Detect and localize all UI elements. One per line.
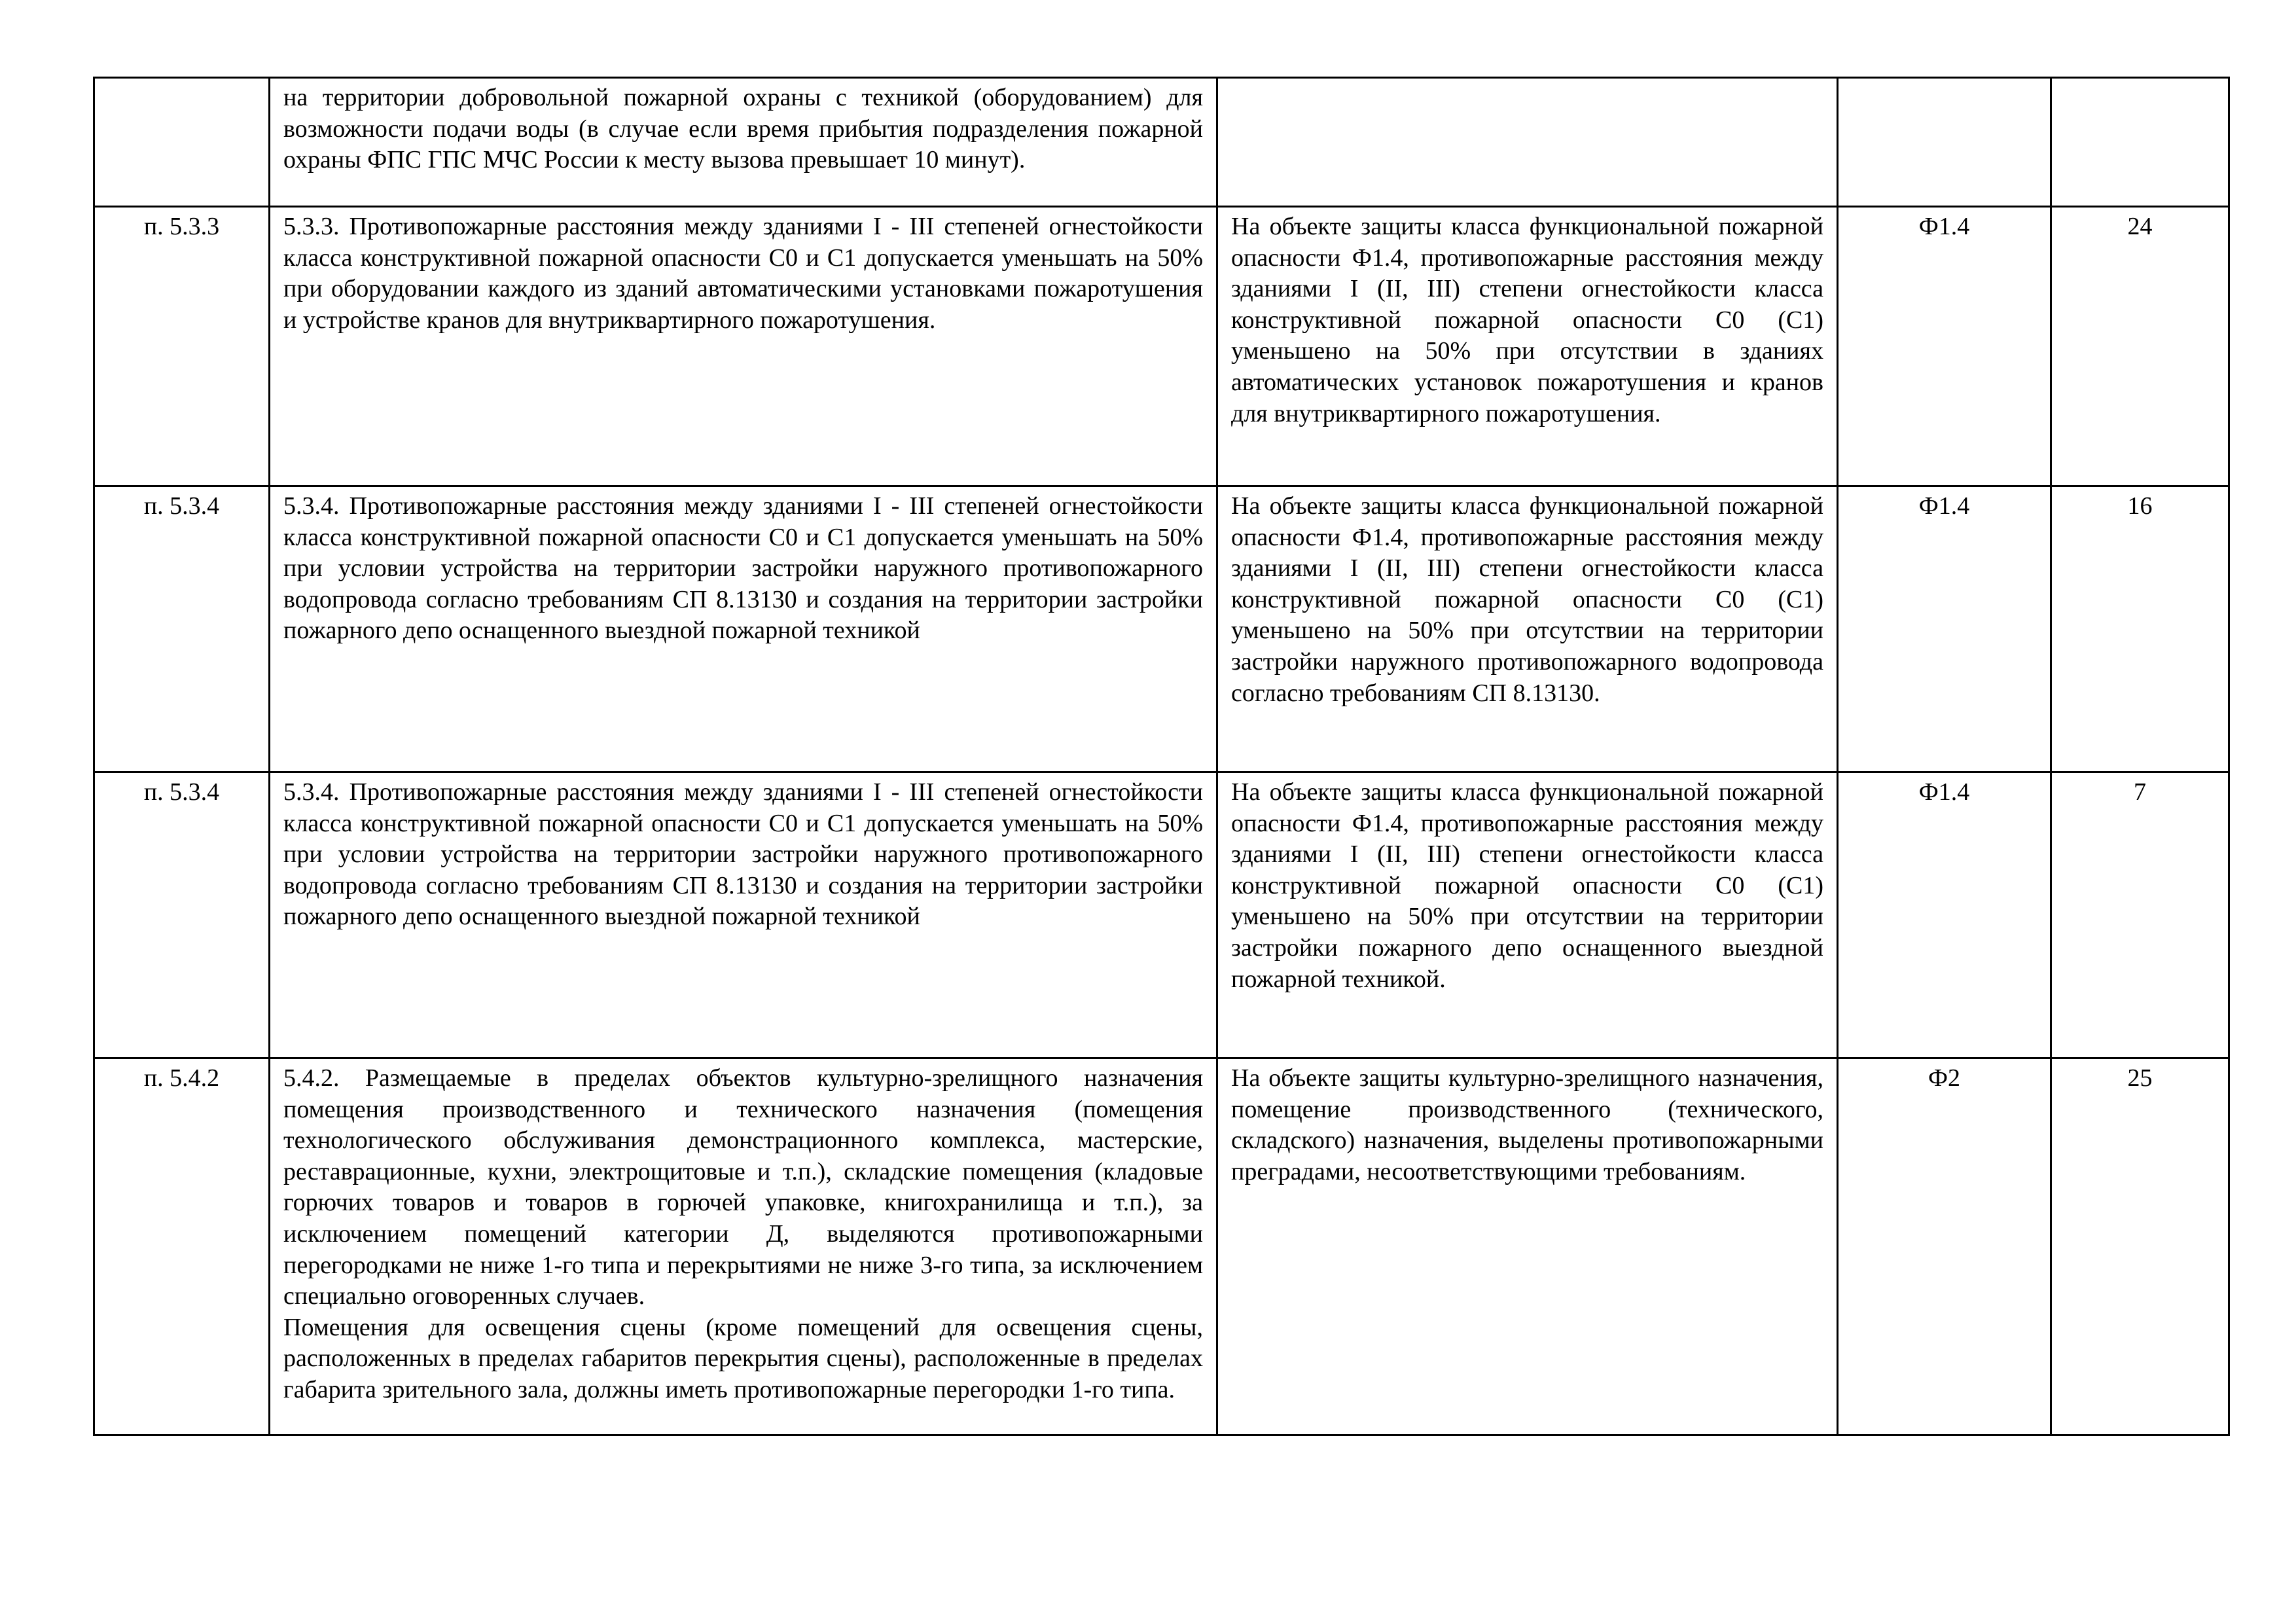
count-cell xyxy=(2051,207,2229,486)
violation-cell xyxy=(1217,78,1838,207)
table-row xyxy=(94,78,2229,207)
class-cell xyxy=(1838,486,2051,772)
class-cell xyxy=(1838,78,2051,207)
norm-ref: п. 5.4.2 xyxy=(143,1064,220,1092)
requirement-text: 5.3.3. Противопожарные расстояния между зданиями I - III степеней огнестойкости класса конструктивной пожарной опасности С0 и С1 допускается уменьшать на 50% при оборудовании каждого из зданий автоматическими установками пожаротушения и устройстве кранов для внутриквартирного пожаротушения. xyxy=(283,213,1203,334)
count-value: 7 xyxy=(2134,778,2146,806)
class-cell xyxy=(1838,1058,2051,1435)
count-value: 24 xyxy=(2127,213,2153,240)
norm-ref: п. 5.3.3 xyxy=(143,213,220,240)
violation-cell xyxy=(1217,772,1838,1058)
requirement-cell xyxy=(270,772,1217,1058)
violation-text: На объекте защиты класса функциональной пожарной опасности Ф1.4, противопожарные расстояния между зданиями I (II, III) степени огнестойкости класса конструктивной пожарной опасности С0 (С1) уменьшено на 50% при отсутствии на территории застройки пожарного депо оснащенного выездной пожарной техникой. xyxy=(1231,778,1823,993)
norm-ref-cell xyxy=(94,772,270,1058)
violation-text: На объекте защиты класса функциональной пожарной опасности Ф1.4, противопожарные расстояния между зданиями I (II, III) степени огнестойкости класса конструктивной пожарной опасности С0 (С1) уменьшено на 50% при отсутствии на территории застройки наружного противопожарного водопровода согласно требованиям СП 8.13130. xyxy=(1231,492,1823,707)
requirement-cell xyxy=(270,78,1217,207)
hazard-class: Ф2 xyxy=(1928,1064,1961,1092)
norm-ref: п. 5.3.4 xyxy=(143,778,220,806)
requirement-text: 5.4.2. Размещаемые в пределах объектов культурно-зрелищного назначения помещения производственного и технического назначения (помещения технологического обслуживания демонстрационного комплекса, мастерские, реставрационные, кухни, электрощитовые и т.п.), складские помещения (кладовые горючих товаров и товаров в горючей упаковке, книгохранилища и т.п.), за исключением помещений категории Д, выделяются противопожарными перегородками не ниже 1-го типа и перекрытиями не ниже 3-го типа, за исключением специально оговоренных случаев. xyxy=(283,1064,1203,1310)
class-cell xyxy=(1838,772,2051,1058)
table-row xyxy=(94,772,2229,1058)
count-cell xyxy=(2051,772,2229,1058)
count-value: 25 xyxy=(2127,1064,2153,1092)
count-cell xyxy=(2051,78,2229,207)
requirement-cell xyxy=(270,486,1217,772)
requirement-text: Помещения для освещения сцены (кроме помещений для освещения сцены, расположенных в пределах габаритов перекрытия сцены), расположенные в пределах габарита зрительного зала, должны иметь противопожарные перегородки 1-го типа. xyxy=(283,1313,1203,1403)
table-row xyxy=(94,486,2229,772)
norm-ref-cell xyxy=(94,1058,270,1435)
violation-cell xyxy=(1217,207,1838,486)
requirement-cell xyxy=(270,207,1217,486)
count-cell xyxy=(2051,486,2229,772)
hazard-class: Ф1.4 xyxy=(1918,213,1970,240)
table-row xyxy=(94,1058,2229,1435)
norm-ref-cell xyxy=(94,486,270,772)
requirement-text: на территории добровольной пожарной охраны с техникой (оборудованием) для возможности подачи воды (в случае если время прибытия подразделения пожарной охраны ФПС ГПС МЧС России к месту вызова превышает 10 минут). xyxy=(283,84,1203,174)
violation-cell xyxy=(1217,486,1838,772)
count-cell xyxy=(2051,1058,2229,1435)
requirement-text: 5.3.4. Противопожарные расстояния между зданиями I - III степеней огнестойкости класса конструктивной пожарной опасности С0 и С1 допускается уменьшать на 50% при условии устройства на территории застройки наружного противопожарного водопровода согласно требованиям СП 8.13130 и создания на территории застройки пожарного депо оснащенного выездной пожарной техникой xyxy=(283,492,1203,645)
compliance-table xyxy=(93,77,2230,1436)
violation-text: На объекте защиты культурно-зрелищного назначения, помещение производственного (технического, складского) назначения, выделены противопожарными преградами, несоответствующими требованиям. xyxy=(1231,1064,1823,1185)
requirement-text: 5.3.4. Противопожарные расстояния между зданиями I - III степеней огнестойкости класса конструктивной пожарной опасности С0 и С1 допускается уменьшать на 50% при условии устройства на территории застройки наружного противопожарного водопровода согласно требованиям СП 8.13130 и создания на территории застройки пожарного депо оснащенного выездной пожарной техникой xyxy=(283,778,1203,931)
hazard-class: Ф1.4 xyxy=(1918,492,1970,520)
violation-text: На объекте защиты класса функциональной пожарной опасности Ф1.4, противопожарные расстояния между зданиями I (II, III) степени огнестойкости класса конструктивной пожарной опасности С0 (С1) уменьшено на 50% при отсутствии в зданиях автоматических установок пожаротушения и кранов для внутриквартирного пожаротушения. xyxy=(1231,213,1823,427)
violation-cell xyxy=(1217,1058,1838,1435)
class-cell xyxy=(1838,207,2051,486)
count-value: 16 xyxy=(2127,492,2153,520)
norm-ref-cell xyxy=(94,207,270,486)
hazard-class: Ф1.4 xyxy=(1918,778,1970,806)
table-row xyxy=(94,207,2229,486)
requirement-cell xyxy=(270,1058,1217,1435)
norm-ref-cell xyxy=(94,78,270,207)
norm-ref: п. 5.3.4 xyxy=(143,492,220,520)
